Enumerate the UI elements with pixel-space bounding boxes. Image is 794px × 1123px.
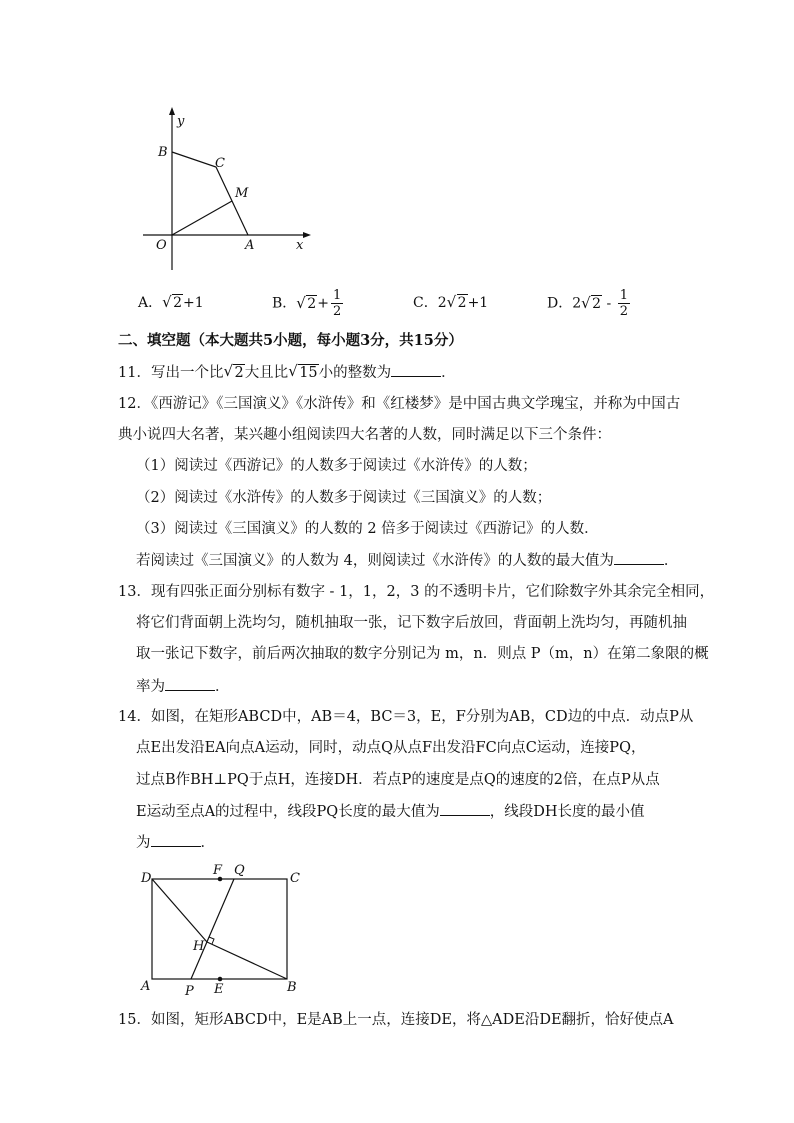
question-12-condition-2: （2）阅读过《水浒传》的人数多于阅读过《三国演义》的人数； [136,490,552,506]
section-title: 二、填空题（本大题共5小题，每小题3分，共15分） [118,332,463,349]
option-c: C．2√ 2+1 [413,292,488,312]
question-13-line-4: 率为 ． [136,676,230,697]
option-a: A．√ 2+1 [138,292,204,312]
answer-blank-12[interactable] [614,550,664,565]
label-e: E [214,982,224,997]
figure-rectangle-diagram [135,860,310,1000]
question-14-line-2: 点E出发沿EA向点A运动，同时，动点Q从点F出发沿FC向点C运动，连接PQ， [136,740,646,756]
answer-blank-13[interactable] [165,676,215,691]
label-q: Q [234,863,245,878]
label-h: H [193,939,205,954]
label-m: M [235,186,249,201]
label-c: C [215,156,225,171]
segment-om [172,201,232,235]
y-axis-arrow [169,107,175,115]
question-14-line-5: 为 ． [136,832,215,853]
label-a: A [245,238,255,253]
label-f: F [213,863,223,878]
answer-blank-14b[interactable] [151,832,201,847]
label-c: C [290,871,300,886]
segment-pq [191,879,234,979]
segment-dh [152,879,207,942]
label-d: D [141,871,152,886]
question-15-line-1: 15．如图，矩形ABCD中，E是AB上一点，连接DE，将△ADE沿DE翻折，恰好使点A [118,1012,674,1028]
question-13-line-3: 取一张记下数字，前后两次抽取的数字分别记为 m，n．则点 P（m，n）在第二象限的概 [136,646,709,662]
figure-coordinate-diagram [135,105,320,275]
question-14-line-4: E运动至点A的过程中，线段PQ长度的最大值为 ，线段DH长度的最小值 [136,801,644,822]
question-12-condition-1: （1）阅读过《西游记》的人数多于阅读过《水浒传》的人数； [136,458,537,474]
label-p: P [185,984,194,999]
question-12-line-6: 若阅读过《三国演义》的人数为 4，则阅读过《水浒传》的人数的最大值为 ． [136,550,678,571]
option-b: B．√ 2+ $\frac{1}{2}$ [272,288,345,319]
point-e [218,977,223,982]
question-13-line-1: 13．现有四张正面分别标有数字 - 1，1，2，3 的不透明卡片，它们除数字外其余完全相同， [118,584,715,600]
label-b: B [287,980,297,995]
option-d: D．2√ 2 - $\frac{1}{2}$ [547,288,632,319]
label-b: B [158,145,168,160]
question-13-line-2: 将它们背面朝上洗均匀，随机抽取一张，记下数字后放回，背面朝上洗均匀，再随机抽 [136,615,687,631]
question-14-line-1: 14．如图，在矩形ABCD中，AB＝4，BC＝3，E，F分别为AB，CD边的中点．动点P从 [118,709,694,725]
label-x: x [296,238,304,253]
label-a: A [141,979,151,994]
rectangle-abcd [152,879,287,979]
label-y: y [177,114,185,129]
x-axis-arrow [303,232,311,238]
answer-blank-14a[interactable] [440,801,490,816]
question-12-line-2: 典小说四大名著，某兴趣小组阅读四大名著的人数，同时满足以下三个条件： [118,427,611,443]
question-12-line-1: 12．《西游记》《三国演义》《水浒传》和《红楼梦》是中国古典文学瑰宝，并称为中国古 [118,396,681,412]
label-o: O [156,238,167,253]
question-11: 11．写出一个比√ 2大且比√ 15小的整数为 ． [118,362,456,383]
question-14-line-3: 过点B作BH⊥PQ于点H，连接DH．若点P的速度是点Q的速度的2倍，在点P从点 [136,772,660,788]
segment-hb [207,942,287,979]
answer-blank-11[interactable] [391,362,441,377]
question-12-condition-3: （3）阅读过《三国演义》的人数的 2 倍多于阅读过《西游记》的人数． [136,521,599,537]
